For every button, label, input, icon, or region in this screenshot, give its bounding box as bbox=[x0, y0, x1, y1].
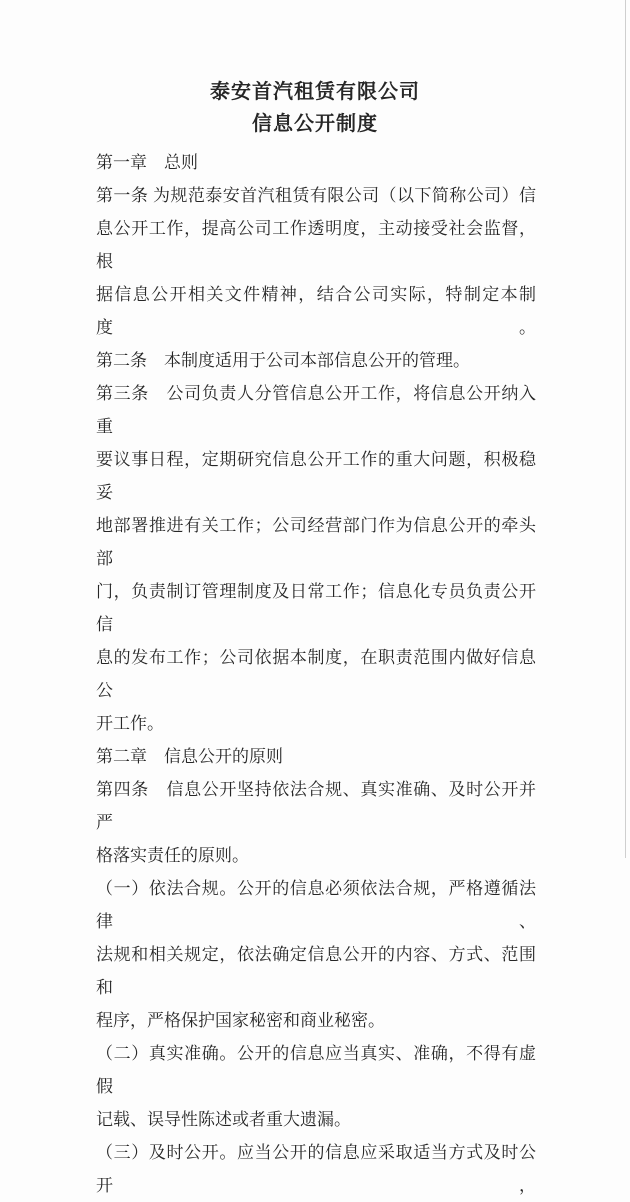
item-2-line-2: 记载、误导性陈述或者重大遗漏。 bbox=[96, 1110, 351, 1129]
article-3-line-2: 要议事日程，定期研究信息公开工作的重大问题，积极稳妥 bbox=[96, 450, 536, 502]
item-3-line-1: （三）及时公开。应当公开的信息应采取适当方式及时公开， bbox=[96, 1143, 536, 1195]
item-1-line-3: 程序，严格保护国家秘密和商业秘密。 bbox=[96, 1011, 385, 1030]
article-3-line-4: 门，负责制订管理制度及日常工作；信息化专员负责公开信 bbox=[96, 582, 536, 634]
article-4-line-1: 第四条 信息公开坚持依法合规、真实准确、及时公开并严 bbox=[96, 780, 536, 832]
article-1-line-2: 息公开工作，提高公司工作透明度，主动接受社会监督，根 bbox=[96, 219, 536, 271]
scan-edge-line bbox=[625, 0, 626, 858]
article-3-line-1: 第三条 公司负责人分管信息公开工作，将信息公开纳入重 bbox=[96, 384, 536, 436]
article-1-line-1: 第一条 为规范泰安首汽租赁有限公司（以下简称公司）信 bbox=[96, 186, 536, 205]
item-1-line-2: 法规和相关规定，依法确定信息公开的内容、方式、范围和 bbox=[96, 945, 536, 997]
chapter-2-heading: 第二章 信息公开的原则 bbox=[96, 747, 283, 766]
document-title-block bbox=[0, 0, 630, 140]
document-title-policy: 信息公开制度 bbox=[252, 113, 378, 135]
document-title-company: 泰安首汽租赁有限公司 bbox=[210, 81, 420, 103]
item-1-line-1: （一）依法合规。公开的信息必须依法合规，严格遵循法律、 bbox=[96, 879, 536, 931]
document-body bbox=[96, 146, 536, 1202]
article-1-line-3: 据信息公开相关文件精神，结合公司实际，特制定本制度。 bbox=[96, 285, 536, 337]
chapter-1-heading: 第一章 总则 bbox=[96, 153, 198, 172]
item-2-line-1: （二）真实准确。公开的信息应当真实、准确，不得有虚假 bbox=[96, 1044, 536, 1096]
article-3-line-3: 地部署推进有关工作；公司经营部门作为信息公开的牵头部 bbox=[96, 516, 536, 568]
article-2-line-1: 第二条 本制度适用于公司本部信息公开的管理。 bbox=[96, 351, 470, 370]
article-3-line-5: 息的发布工作；公司依据本制度，在职责范围内做好信息公 bbox=[96, 648, 536, 700]
article-3-line-6: 开工作。 bbox=[96, 714, 164, 733]
article-4-line-2: 格落实责任的原则。 bbox=[96, 846, 249, 865]
